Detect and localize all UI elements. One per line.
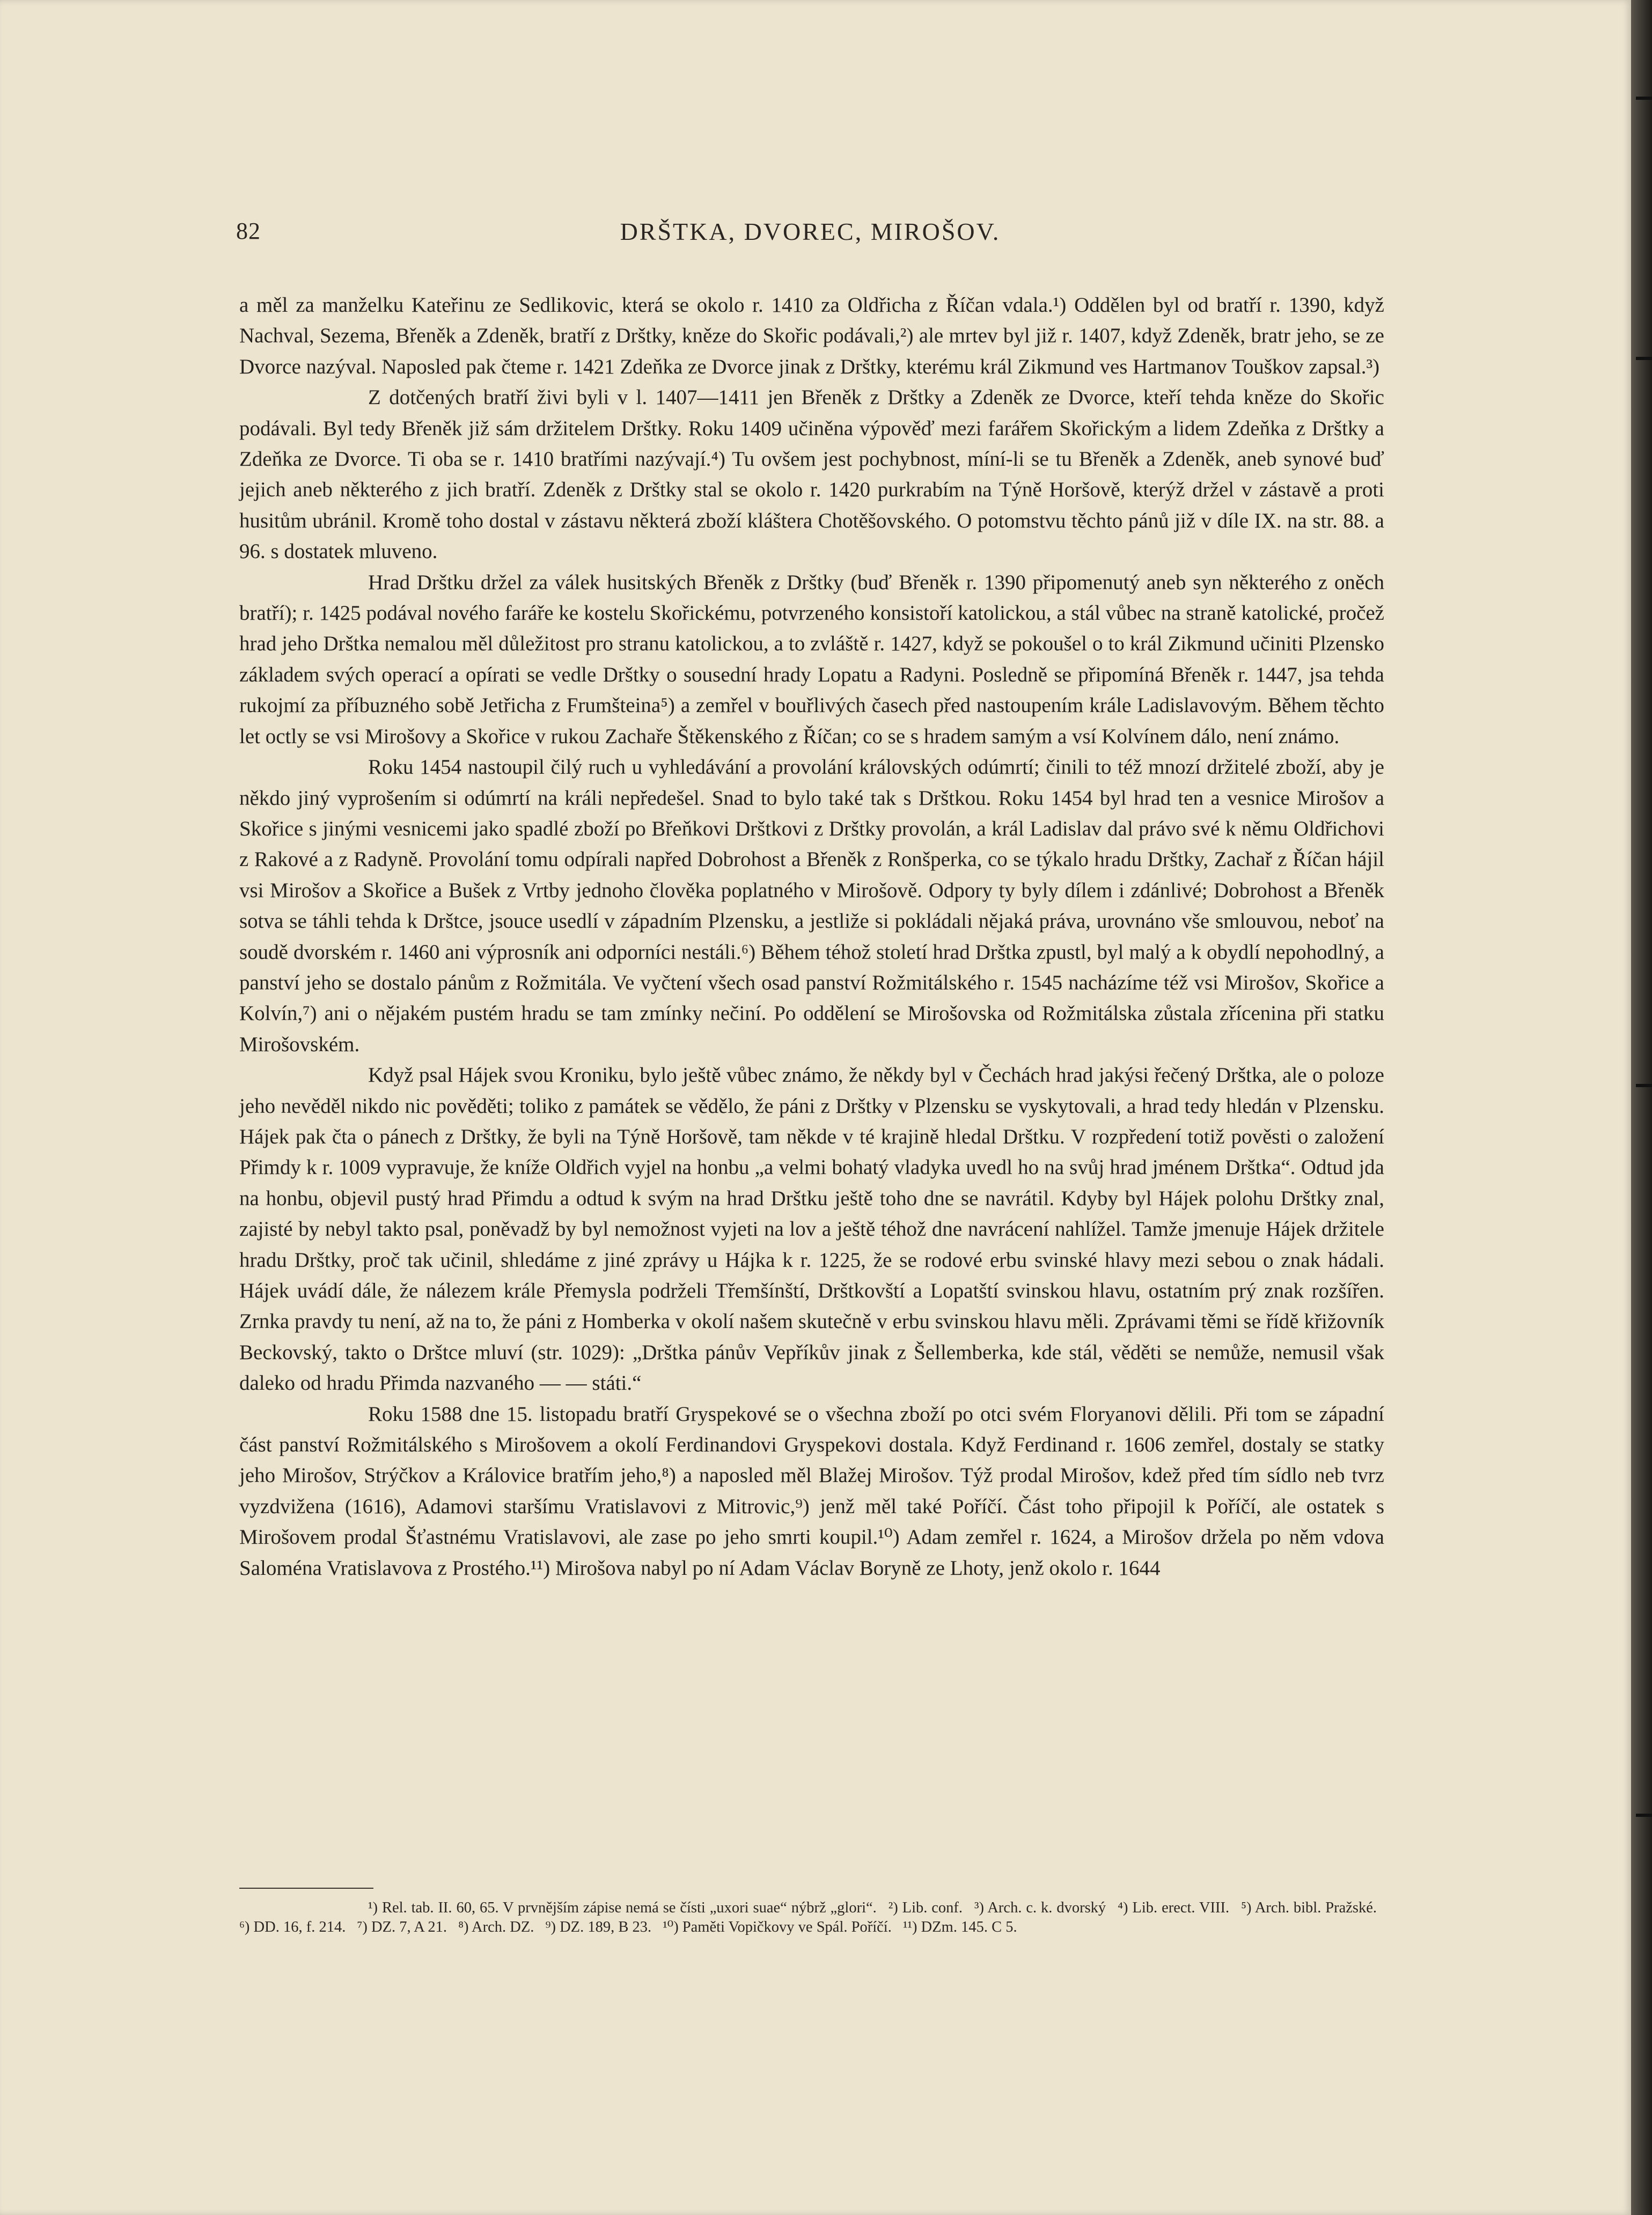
- footnote: ⁵) Arch. bibl. Pražské.: [1241, 1899, 1377, 1916]
- paragraph: Když psal Hájek svou Kroniku, bylo ještě vůbec známo, že někdy byl v Čechách hrad jakýsi řečený Drštka, ale o poloze jeho nevěděl nikdo nic pověděti; toliko z památek se vědělo, že páni z Drštky v Plzensku se vyskytovali, a hrad tedy hledán v Plzensku. Hájek pak čta o pánech z Drštky, že byli na Týně Horšově, tam někde v té krajině hledal Drštku. V rozpředení totiž pověsti o založení Přimdy k r. 1009 vypravuje, že kníže Oldřich vyjel na honbu „a velmi bohatý vladyka uvedl ho na svůj hrad jménem Drštka“. Odtud jda na honbu, objevil pustý hrad Přimdu a odtud k svým na hrad Drštku ještě toho dne se navrátil. Kdyby byl Hájek polohu Drštky znal, zajisté by nebyl takto psal, poněvadž by byl nemožnost vyjeti na lov a ještě téhož dne navrácení nahlížel. Tamže jmenuje Hájek držitele hradu Drštky, proč tak učinil, shledáme z jiné zprávy u Hájka k r. 1225, že se rodové erbu svinské hlavy mezi sebou o znak hádali. Hájek uvádí dále, že nálezem krále Přemysla podrželi Třemšínští, Drštkovští a Lopatští svinskou hlavu, ostatním prý znak rozšířen. Zrnka pravdy tu není, až na to, že páni z Homberka v okolí našem skutečně v erbu svinskou hlavu měli. Zprávami těmi se řídě křižovník Beckovský, takto o Drštce mluví (str. 1029): „Drštka pánův Vepříkův jinak z Šellemberka, kde stál, věděti se nemůže, nemusil však daleko od hradu Přimda nazvaného — — státi.“: [239, 1064, 1384, 1395]
- paragraph: Roku 1588 dne 15. listopadu bratří Gryspekové se o všechna zboží po otci svém Floryanovi dělili. Při tom se západní část panství Rožmitálského s Mirošovem a okolí Ferdinandovi Gryspekovi dostala. Když Ferdinand r. 1606 zemřel, dostaly se statky jeho Mirošov, Strýčkov a Královice bratřím jeho,⁸) a naposled měl Blažej Mirošov. Týž prodal Mirošov, kdež před tím sídlo neb tvrz vyzdvižena (1616), Adamovi staršímu Vratislavovi z Mitrovic,⁹) jenž měl také Poříčí. Část toho připojil k Poříčí, ale ostatek s Mirošovem prodal Šťastnému Vratislavovi, ale zase po jeho smrti koupil.¹⁰) Adam zemřel r. 1624, a Mirošov držela po něm vdova Saloména Vratislavova z Prostého.¹¹) Mirošova nabyl po ní Adam Václav Boryně ze Lhoty, jenž okolo r. 1644: [239, 1402, 1384, 1580]
- footnotes: [239, 1898, 1384, 1937]
- edge-mark: [1636, 357, 1652, 360]
- footnote-rule: [239, 1888, 373, 1889]
- page-header: [236, 217, 1384, 255]
- footnote: ¹⁰) Paměti Vopičkovy ve Spál. Poříčí.: [663, 1919, 892, 1935]
- running-title: DRŠTKA, DVOREC, MIROŠOV.: [620, 218, 1001, 245]
- paragraph: a měl za manželku Kateřinu ze Sedlikovic, která se okolo r. 1410 za Oldřicha z Říčan vdala.¹) Oddělen byl od bratří r. 1390, když Nachval, Sezema, Břeněk a Zdeněk, bratří z Drštky, kněze do Skořic podávali,²) ale mrtev byl již r. 1407, když Zdeněk, bratr jeho, se ze Dvorce nazýval. Naposled pak čteme r. 1421 Zdeňka ze Dvorce jinak z Drštky, kterému král Zikmund ves Hartmanov Touškov zapsal.³): [239, 294, 1384, 378]
- footnote: ²) Lib. conf.: [888, 1899, 963, 1916]
- footnote: ¹¹) DZm. 145. C 5.: [902, 1919, 1017, 1935]
- edge-mark: [1636, 1084, 1652, 1087]
- page-number: 82: [236, 218, 261, 244]
- footnote: ⁸) Arch. DZ.: [458, 1919, 534, 1935]
- footnote: ¹) Rel. tab. II. 60, 65. V prvnějším zápise nemá se čísti „uxori suae“ nýbrž „glori“.: [368, 1899, 877, 1916]
- edge-mark: [1636, 97, 1652, 100]
- footnote: ³) Arch. c. k. dvorský: [974, 1899, 1106, 1916]
- footnote: ⁷) DZ. 7, A 21.: [357, 1919, 447, 1935]
- edge-mark: [1636, 1814, 1652, 1817]
- footnote: ⁶) DD. 16, f. 214.: [239, 1919, 346, 1935]
- footnote: ⁴) Lib. erect. VIII.: [1118, 1899, 1230, 1916]
- book-edge: [1631, 0, 1652, 2215]
- paragraph: Z dotčených bratří živi byli v l. 1407—1411 jen Břeněk z Drštky a Zdeněk ze Dvorce, kteří tehda kněze do Skořic podávali. Byl tedy Břeněk již sám držitelem Drštky. Roku 1409 učiněna výpověď mezi farářem Skořickým a lidem Zdeňka z Drštky a Zdeňka ze Dvorce. Ti oba se r. 1410 bratřími nazývají.⁴) Tu ovšem jest pochybnost, míní-li se tu Břeněk a Zdeněk, aneb synové buď jejich aneb některého z jich bratří. Zdeněk z Drštky stal se okolo r. 1420 purkrabím na Týně Horšově, kterýž držel v zástavě a proti husitům ubránil. Kromě toho dostal v zástavu některá zboží kláštera Chotěšovského. O potomstvu těchto pánů již v díle IX. na str. 88. a 96. s dostatek mluveno.: [239, 386, 1384, 563]
- footnote: ⁹) DZ. 189, B 23.: [545, 1919, 652, 1935]
- main-text: [239, 290, 1384, 1583]
- paragraph: Hrad Drštku držel za válek husitských Břeněk z Drštky (buď Břeněk r. 1390 připomenutý aneb syn některého z oněch bratří); r. 1425 podával nového faráře ke kostelu Skořickému, potvrzeného konsistoří katolickou, a stál vůbec na straně katolické, pročež hrad jeho Drštka nemalou měl důležitost pro stranu katolickou, a to zvláště r. 1427, když se pokoušel o to král Zikmund učiniti Plzensko základem svých operací a opírati se vedle Drštky o sousední hrady Lopatu a Radyni. Posledně se připomíná Břeněk r. 1447, jsa tehda rukojmí za příbuzného sobě Jetřicha z Frumšteina⁵) a zemřel v bouřlivých časech před nastoupením krále Ladislavovým. Během těchto let octly se vsi Mirošovy a Skořice v rukou Zachaře Štěkenského z Říčan; co se s hradem samým a vsí Kolvínem dálo, není známo.: [239, 570, 1384, 748]
- paragraph: Roku 1454 nastoupil čilý ruch u vyhledávání a provolání královských odúmrtí; činili to též mnozí držitelé zboží, aby je někdo jiný vyprošením si odúmrtí na králi nepředešel. Snad to bylo také tak s Drštkou. Roku 1454 byl hrad ten a vesnice Mirošov a Skořice s jinými vesnicemi jako spadlé zboží po Břeňkovi Drštkovi z Drštky provolán, a král Ladislav dal právo své k němu Oldřichovi z Rakové a z Radyně. Provolání tomu odpírali napřed Dobrohost a Břeněk z Ronšperka, co se týkalo hradu Drštky, Zachař z Říčan hájil vsi Mirošov a Skořice a Bušek z Vrtby jednoho člověka poplatného v Mirošově. Odpory ty byly dílem i zdánlivé; Dobrohost a Břeněk sotva se táhli tehda k Drštce, jsouce usedlí v západním Plzensku, a jestliže si pokládali nějaká práva, urovnáno vše smlouvou, neboť na soudě dvorském r. 1460 ani výprosník ani odporníci nestáli.⁶) Během téhož století hrad Drštka zpustl, byl malý a k obydlí nepohodlný, a panství jeho se dostalo pánům z Rožmitála. Ve vyčtení všech osad panství Rožmitálského r. 1545 nacházíme též vsi Mirošov, Skořice a Kolvín,⁷) ani o nějakém pustém hradu se tam zmínky nečiní. Po oddělení se Mirošovska od Rožmitálska zůstala zřícenina při statku Mirošovském.: [239, 756, 1384, 1056]
